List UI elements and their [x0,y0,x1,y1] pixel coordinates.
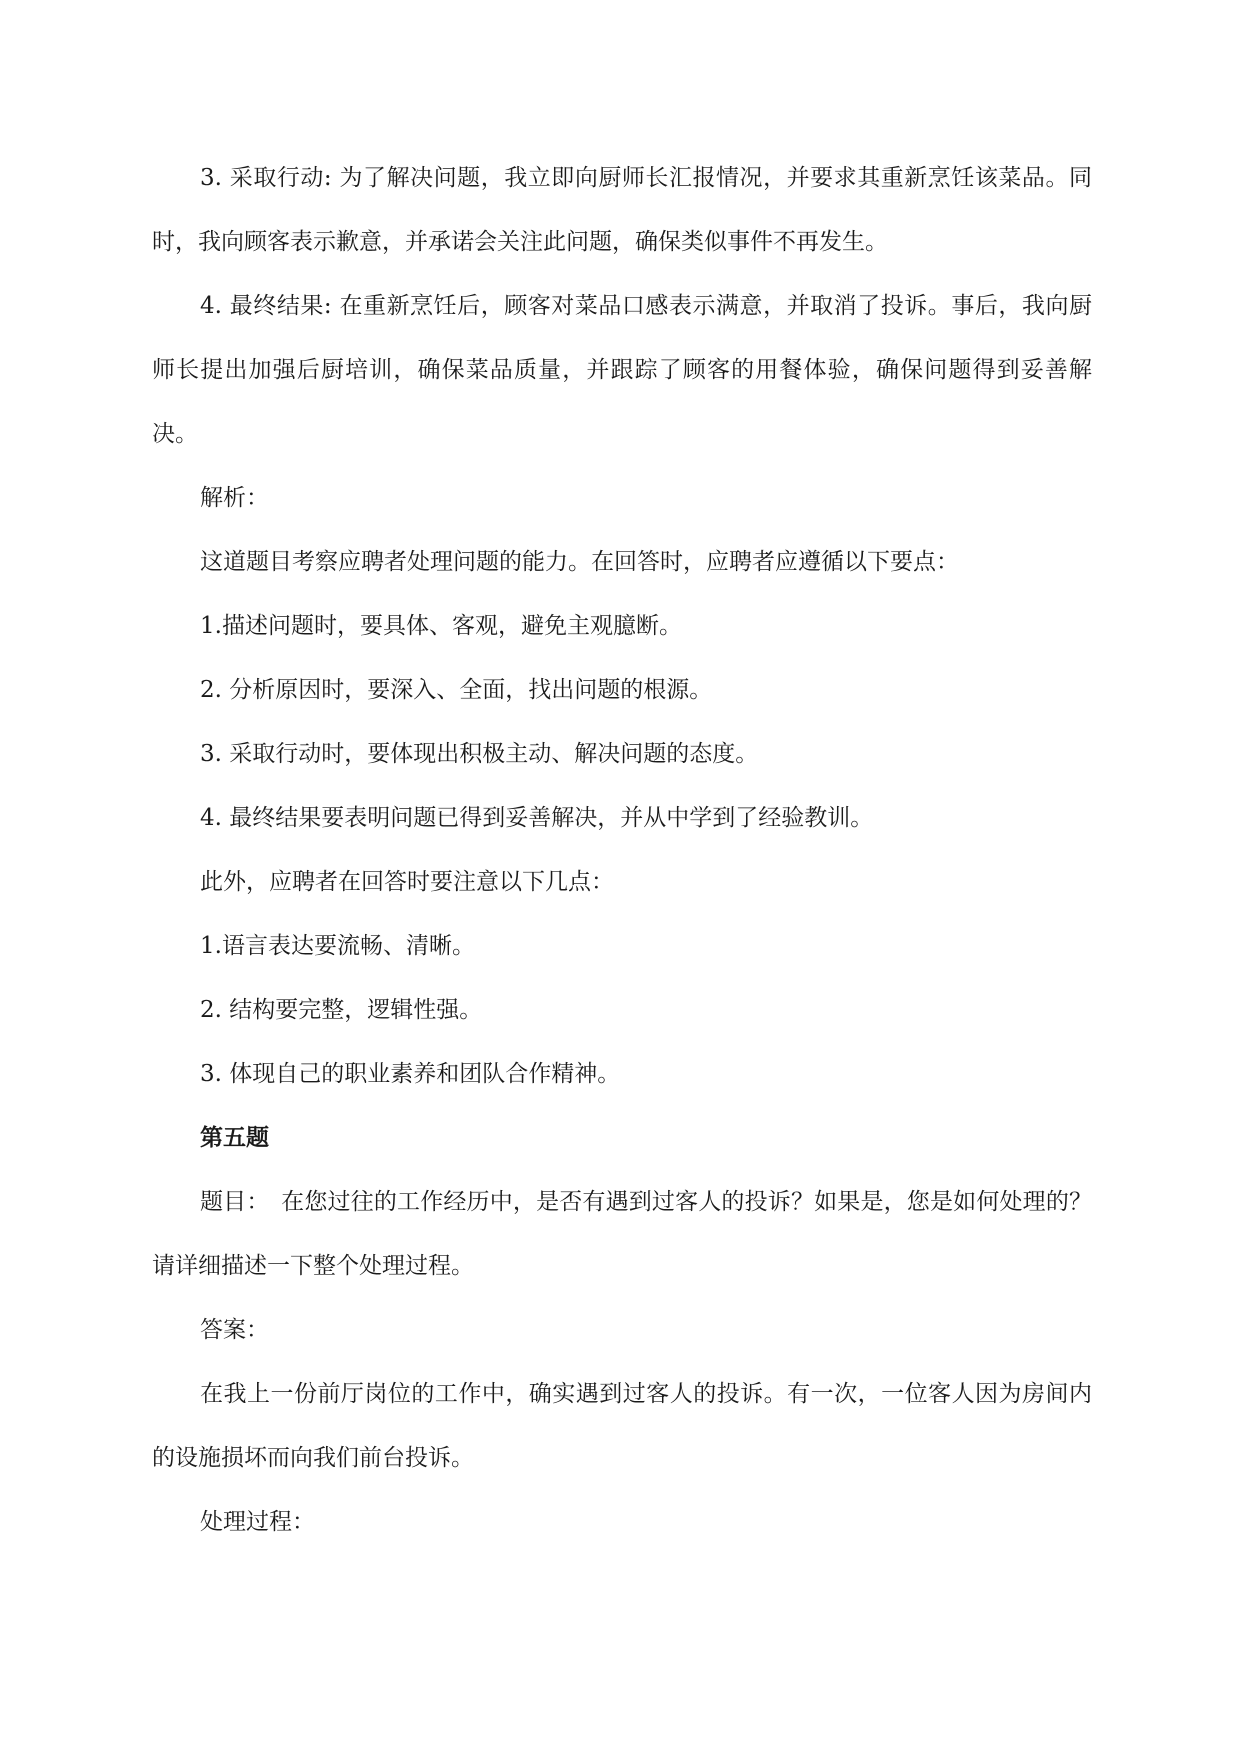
analysis-point-2: 2. 分析原因时，要深入、全面，找出问题的根源。 [200,677,713,703]
section-heading-question-5: 第五题 [200,1124,269,1151]
note-point-1: 1.语言表达要流畅、清晰。 [200,933,475,959]
analysis-point-4: 4. 最终结果要表明问题已得到妥善解决，并从中学到了经验教训。 [200,805,874,831]
notes-intro: 此外，应聘者在回答时要注意以下几点： [200,869,614,895]
question-text: 题目： 在您过往的工作经历中，是否有遇到过客人的投诉？如果是，您是如何处理的？请详细描述一下整个处理过程。 [152,1189,1092,1279]
answer-label: 答案： [200,1317,269,1343]
note-point-2: 2. 结构要完整，逻辑性强。 [200,997,483,1023]
paragraph-step-4-result: 4. 最终结果: 在重新烹饪后，顾客对菜品口感表示满意，并取消了投诉。事后，我向厨师长提出加强后厨培训，确保菜品质量，并跟踪了顾客的用餐体验，确保问题得到妥善解决。 [152,293,1092,447]
analysis-intro: 这道题目考察应聘者处理问题的能力。在回答时，应聘者应遵循以下要点： [200,549,959,575]
paragraph-step-3-action: 3. 采取行动: 为了解决问题，我立即向厨师长汇报情况，并要求其重新烹饪该菜品。同时，我向顾客表示歉意，并承诺会关注此问题，确保类似事件不再发生。 [152,165,1092,255]
document-body [152,146,1092,1554]
analysis-point-1: 1.描述问题时，要具体、客观，避免主观臆断。 [200,613,682,639]
analysis-label: 解析： [200,485,269,511]
process-label: 处理过程： [200,1509,315,1535]
note-point-3: 3. 体现自己的职业素养和团队合作精神。 [200,1061,621,1087]
answer-text: 在我上一份前厅岗位的工作中，确实遇到过客人的投诉。有一次，一位客人因为房间内的设施损坏而向我们前台投诉。 [152,1381,1092,1471]
analysis-point-3: 3. 采取行动时，要体现出积极主动、解决问题的态度。 [200,741,759,767]
